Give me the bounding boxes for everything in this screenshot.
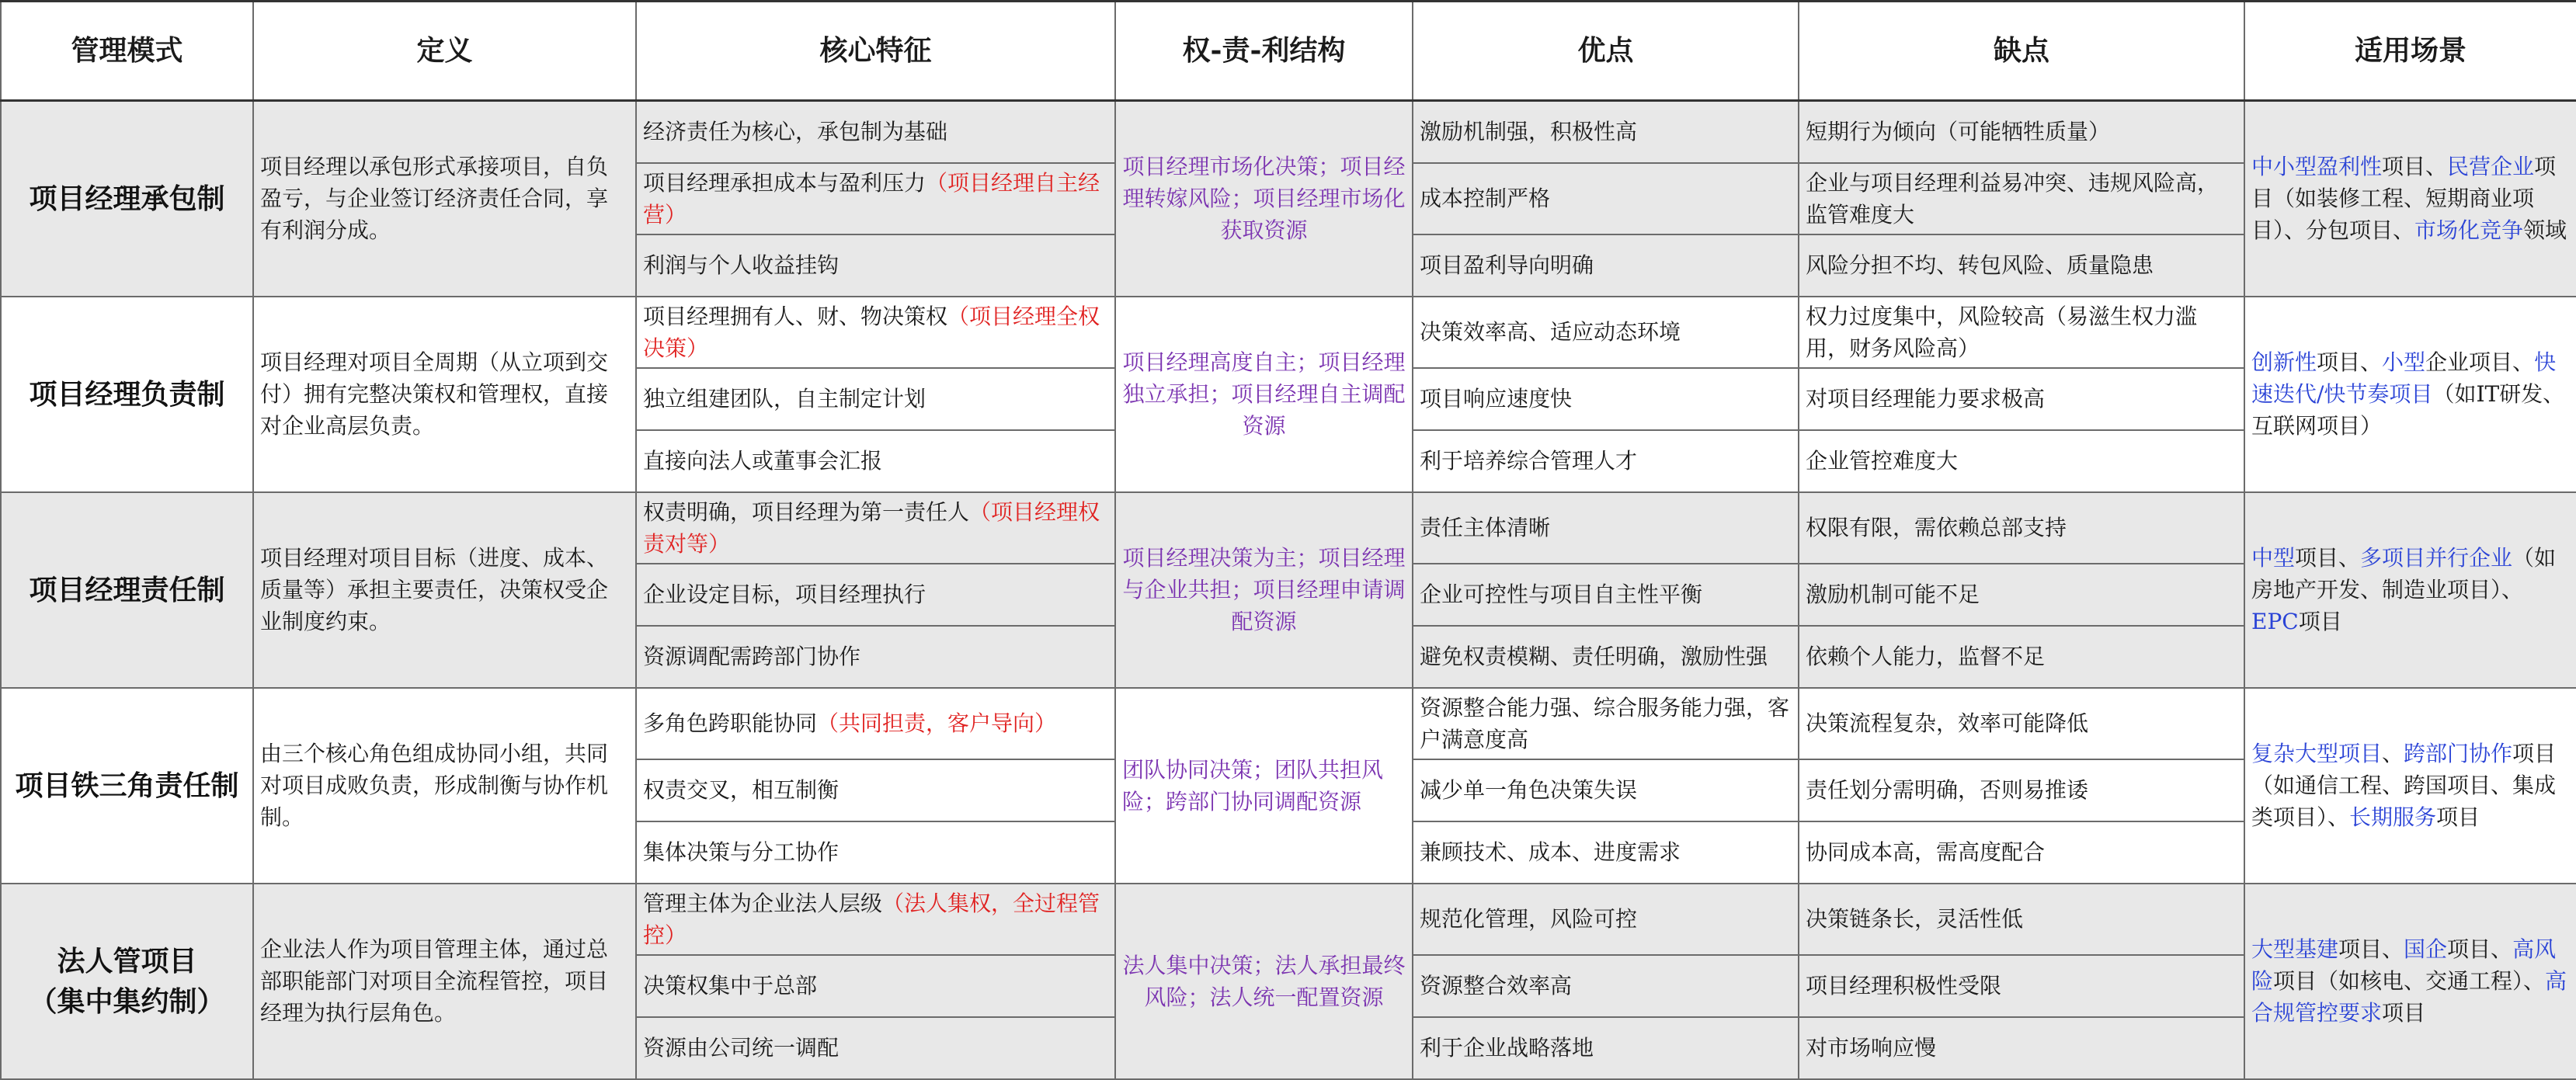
scenario-highlight: 中小型盈利性 [2251, 154, 2383, 180]
table-row [1, 688, 2576, 759]
cons-cell: 责任划分需明确，否则易推诿 [1799, 759, 2244, 821]
feature-text: 资源由公司统一调配 [643, 1035, 840, 1061]
cons-cell: 激励机制可能不足 [1799, 564, 2244, 626]
table-row [1, 884, 2576, 955]
pros-cell: 资源整合效率高 [1413, 955, 1799, 1017]
feature-note: （项目经理自主经营） [643, 169, 1100, 227]
scenario-highlight: 复杂大型项目 [2251, 741, 2383, 766]
scenario-cell [2244, 884, 2576, 1079]
scenario-text: 、 [2382, 741, 2404, 766]
scenario-text: （如房地产开发、制造业项目）、 [2251, 545, 2557, 603]
pros-cell: 激励机制强，积极性高 [1413, 101, 1799, 163]
scenario-highlight: 高风险 [2251, 936, 2557, 994]
feature-text: 权责交叉，相互制衡 [643, 777, 840, 803]
pros-cell: 项目盈利导向明确 [1413, 234, 1799, 297]
scenario-highlight: 中型 [2251, 545, 2296, 571]
scenario-highlight: 民营企业 [2447, 154, 2535, 180]
header-definition: 定义 [253, 2, 636, 101]
structure-cell: 项目经理高度自主；项目经理独立承担；项目经理自主调配资源 [1115, 297, 1413, 492]
scenario-highlight: 创新性 [2251, 349, 2317, 375]
scenario-cell [2244, 297, 2576, 492]
mode-cell [1, 884, 253, 1079]
scenario-text: 项目 [2382, 1000, 2426, 1026]
feature-text: 资源调配需跨部门协作 [643, 644, 861, 669]
definition-cell: 企业法人作为项目管理主体，通过总部职能部门对项目全流程管控，项目经理为执行层角色。 [253, 884, 636, 1079]
scenario-text: 项目 [2298, 609, 2342, 634]
feature-cell [636, 688, 1115, 759]
feature-text: 集体决策与分工协作 [643, 839, 840, 865]
scenario-text: 项目（如核电、交通工程）、 [2273, 968, 2546, 994]
mode-subtitle: （集中集约制） [29, 985, 225, 1018]
feature-text: 管理主体为企业法人层级 [643, 890, 883, 916]
scenario-highlight: 多项目并行企业 [2360, 545, 2513, 571]
scenario-highlight: 小型 [2382, 349, 2426, 375]
feature-cell [636, 626, 1115, 688]
mode-cell: 项目经理负责制 [1, 297, 253, 492]
scenario-highlight: 长期服务 [2349, 804, 2437, 830]
cons-cell: 依赖个人能力，监督不足 [1799, 626, 2244, 688]
cons-cell: 协同成本高，需高度配合 [1799, 821, 2244, 884]
definition-cell: 项目经理对项目全周期（从立项到交付）拥有完整决策权和管理权，直接对企业高层负责。 [253, 297, 636, 492]
scenario-text: 项目、 [2295, 545, 2361, 571]
scenario-text: 企业项目、 [2425, 349, 2535, 375]
header-scenario: 适用场景 [2244, 2, 2576, 101]
header-mode: 管理模式 [1, 2, 253, 101]
header-features: 核心特征 [636, 2, 1115, 101]
scenario-text: （如IT研发、互联网项目） [2251, 381, 2565, 439]
pros-cell: 减少单一角色决策失误 [1413, 759, 1799, 821]
structure-cell: 项目经理决策为主；项目经理与企业共担；项目经理申请调配资源 [1115, 492, 1413, 688]
scenario-highlight: 高合规管控要求 [2251, 968, 2567, 1026]
feature-cell [636, 884, 1115, 955]
table-row [1, 297, 2576, 368]
feature-text: 独立组建团队，自主制定计划 [643, 386, 926, 412]
scenario-text: 项目（如装修工程、短期商业项目）、分包项目、 [2251, 154, 2557, 244]
pros-cell: 责任主体清晰 [1413, 492, 1799, 564]
feature-text: 经济责任为核心，承包制为基础 [643, 119, 948, 145]
scenario-cell [2244, 492, 2576, 688]
feature-cell [636, 297, 1115, 368]
cons-cell: 决策流程复杂，效率可能降低 [1799, 688, 2244, 759]
feature-text: 多角色跨职能协同 [643, 710, 818, 736]
definition-cell: 由三个核心角色组成协同小组，共同对项目成败负责，形成制衡与协作机制。 [253, 688, 636, 884]
scenario-text: 领域 [2523, 217, 2567, 244]
feature-cell [636, 1017, 1115, 1079]
scenario-text: 项目、 [2338, 936, 2404, 962]
cons-cell: 企业与项目经理利益易冲突、违规风险高，监管难度大 [1799, 163, 2244, 234]
header-cons: 缺点 [1799, 2, 2244, 101]
header-row [1, 2, 2576, 101]
cons-cell: 项目经理积极性受限 [1799, 955, 2244, 1017]
feature-cell [636, 759, 1115, 821]
mode-cell: 项目经理承包制 [1, 101, 253, 297]
feature-text: 企业设定目标，项目经理执行 [643, 582, 926, 607]
scenario-text: 项目（如通信工程、跨国项目、集成类项目）、 [2251, 741, 2557, 830]
scenario-text: 项目、 [2317, 349, 2383, 375]
feature-cell [636, 368, 1115, 430]
scenario-cell [2244, 101, 2576, 297]
feature-cell [636, 101, 1115, 163]
scenario-highlight: 大型基建 [2251, 936, 2339, 962]
cons-cell: 短期行为倾向（可能牺牲质量） [1799, 101, 2244, 163]
feature-text: 项目经理承担成本与盈利压力 [643, 169, 926, 196]
feature-text: 权责明确，项目经理为第一责任人 [643, 498, 970, 525]
cons-cell: 对市场响应慢 [1799, 1017, 2244, 1079]
feature-cell [636, 564, 1115, 626]
definition-cell: 项目经理以承包形式承接项目，自负盈亏，与企业签订经济责任合同，享有利润分成。 [253, 101, 636, 297]
feature-cell [636, 821, 1115, 884]
pros-cell: 规范化管理，风险可控 [1413, 884, 1799, 955]
pros-cell: 避免权责模糊、责任明确，激励性强 [1413, 626, 1799, 688]
cons-cell: 风险分担不均、转包风险、质量隐患 [1799, 234, 2244, 297]
pros-cell: 兼顾技术、成本、进度需求 [1413, 821, 1799, 884]
scenario-text: 项目 [2436, 804, 2480, 830]
feature-cell [636, 430, 1115, 492]
feature-note: （项目经理全权决策） [643, 303, 1100, 361]
cons-cell: 权限有限，需依赖总部支持 [1799, 492, 2244, 564]
mode-cell: 项目经理责任制 [1, 492, 253, 688]
scenario-highlight: 国企 [2404, 936, 2448, 962]
scenario-cell [2244, 688, 2576, 884]
structure-cell: 项目经理市场化决策；项目经理转嫁风险；项目经理市场化获取资源 [1115, 101, 1413, 297]
pros-cell: 利于企业战略落地 [1413, 1017, 1799, 1079]
feature-note: （共同担责，客户导向） [817, 710, 1057, 736]
header-pros: 优点 [1413, 2, 1799, 101]
definition-cell: 项目经理对项目目标（进度、成本、质量等）承担主要责任，决策权受企业制度约束。 [253, 492, 636, 688]
feature-text: 利润与个人收益挂钩 [643, 252, 840, 278]
table-row [1, 101, 2576, 163]
feature-cell [636, 163, 1115, 234]
structure-cell: 法人集中决策；法人承担最终风险；法人统一配置资源 [1115, 884, 1413, 1079]
pros-cell: 利于培养综合管理人才 [1413, 430, 1799, 492]
table-row [1, 492, 2576, 564]
pros-cell: 项目响应速度快 [1413, 368, 1799, 430]
feature-cell [636, 492, 1115, 564]
feature-text: 决策权集中于总部 [643, 973, 818, 998]
feature-note: （项目经理权责对等） [643, 498, 1100, 557]
pros-cell: 资源整合能力强、综合服务能力强，客户满意度高 [1413, 688, 1799, 759]
scenario-highlight: 市场化竞争 [2414, 217, 2524, 244]
structure-cell: 团队协同决策；团队共担风险；跨部门协同调配资源 [1115, 688, 1413, 884]
pros-cell: 成本控制严格 [1413, 163, 1799, 234]
scenario-text: 项目、 [2382, 154, 2448, 180]
cons-cell: 权力过度集中，风险较高（易滋生权力滥用，财务风险高） [1799, 297, 2244, 368]
cons-cell: 对项目经理能力要求极高 [1799, 368, 2244, 430]
feature-cell [636, 234, 1115, 297]
feature-cell [636, 955, 1115, 1017]
feature-text: 项目经理拥有人、财、物决策权 [643, 303, 948, 329]
feature-text: 直接向法人或董事会汇报 [643, 448, 883, 474]
scenario-highlight: EPC [2251, 609, 2299, 634]
pros-cell: 决策效率高、适应动态环境 [1413, 297, 1799, 368]
feature-note: （法人集权，全过程管控） [643, 890, 1100, 948]
scenario-highlight: 跨部门协作 [2404, 741, 2513, 766]
scenario-text: 项目、 [2447, 936, 2513, 962]
scenario-highlight: 快速迭代/快节奏项目 [2251, 349, 2557, 407]
cons-cell: 决策链条长，灵活性低 [1799, 884, 2244, 955]
header-structure: 权-责-利结构 [1115, 2, 1413, 101]
mode-cell: 项目铁三角责任制 [1, 688, 253, 884]
mode-title: 法人管项目 [57, 944, 197, 978]
cons-cell: 企业管控难度大 [1799, 430, 2244, 492]
pros-cell: 企业可控性与项目自主性平衡 [1413, 564, 1799, 626]
